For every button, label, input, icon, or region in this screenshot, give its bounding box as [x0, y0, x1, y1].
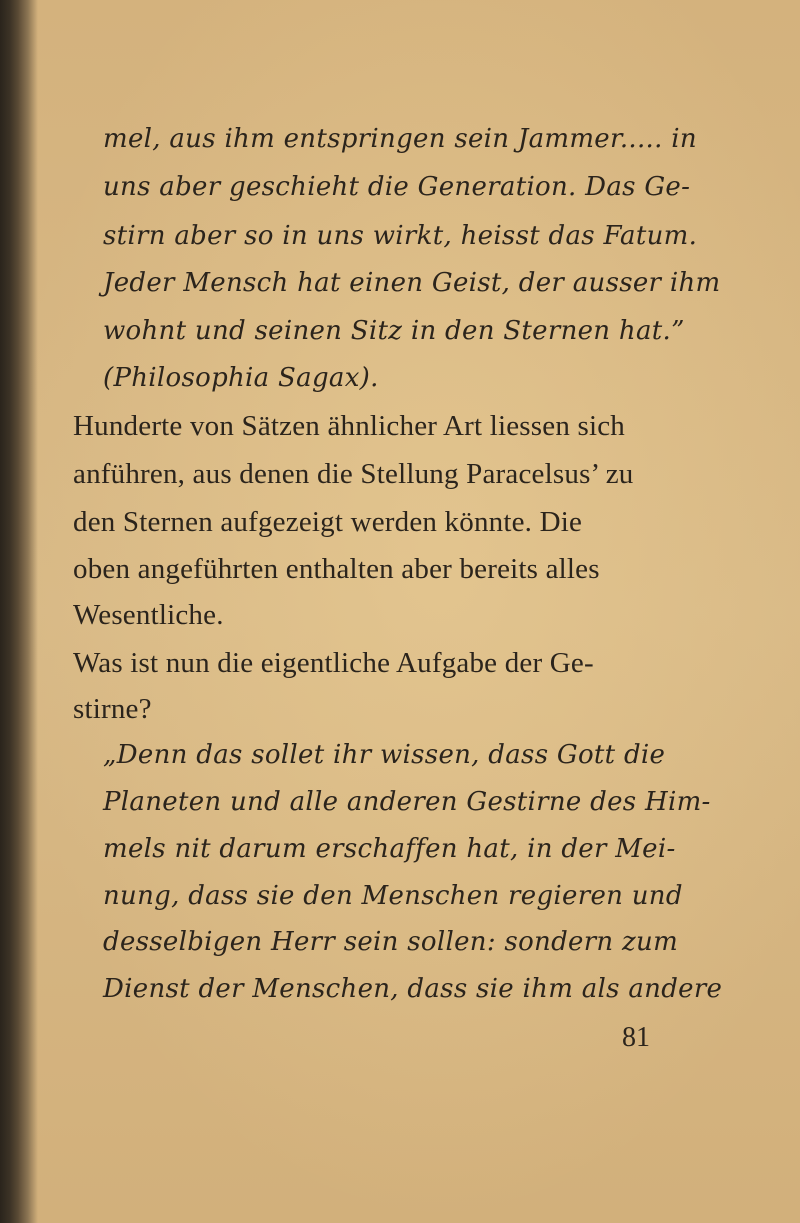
quote-line: wohnt und seinen Sitz in den Sternen hat.” [103, 316, 685, 346]
body-line: den Sternen aufgezeigt werden könnte. Die [73, 506, 583, 538]
quote-line: „Denn das sollet ihr wissen, dass Gott die [103, 740, 666, 770]
quote-line: uns aber geschieht die Generation. Das Ge- [103, 172, 691, 202]
quote-line: nung, dass sie den Menschen regieren und [103, 881, 683, 911]
quote-line: stirn aber so in uns wirkt, heisst das Fatum. [103, 221, 698, 251]
quote-line: mels nit darum erschaffen hat, in der Mei- [103, 834, 676, 864]
quote-line: Jeder Mensch hat einen Geist, der ausser ihm [103, 268, 721, 298]
body-line: anführen, aus denen die Stellung Paracelsus’ zu [73, 458, 634, 490]
body-line: Wesentliche. [73, 599, 224, 631]
body-line: stirne? [73, 693, 152, 725]
quote-line: mel, aus ihm entspringen sein Jammer..... in [103, 124, 697, 154]
quote-line: Dienst der Menschen, dass sie ihm als andere [103, 974, 723, 1004]
page-number: 81 [622, 1022, 650, 1053]
body-line: oben angeführten enthalten aber bereits alles [73, 553, 600, 585]
quote-line: desselbigen Herr sein sollen: sondern zum [103, 927, 679, 957]
quote-source: (Philosophia Sagax). [103, 363, 379, 393]
body-line: Hunderte von Sätzen ähnlicher Art liessen sich [73, 410, 625, 442]
body-line: Was ist nun die eigentliche Aufgabe der Ge- [73, 647, 594, 679]
quote-line: Planeten und alle anderen Gestirne des Him- [103, 787, 711, 817]
